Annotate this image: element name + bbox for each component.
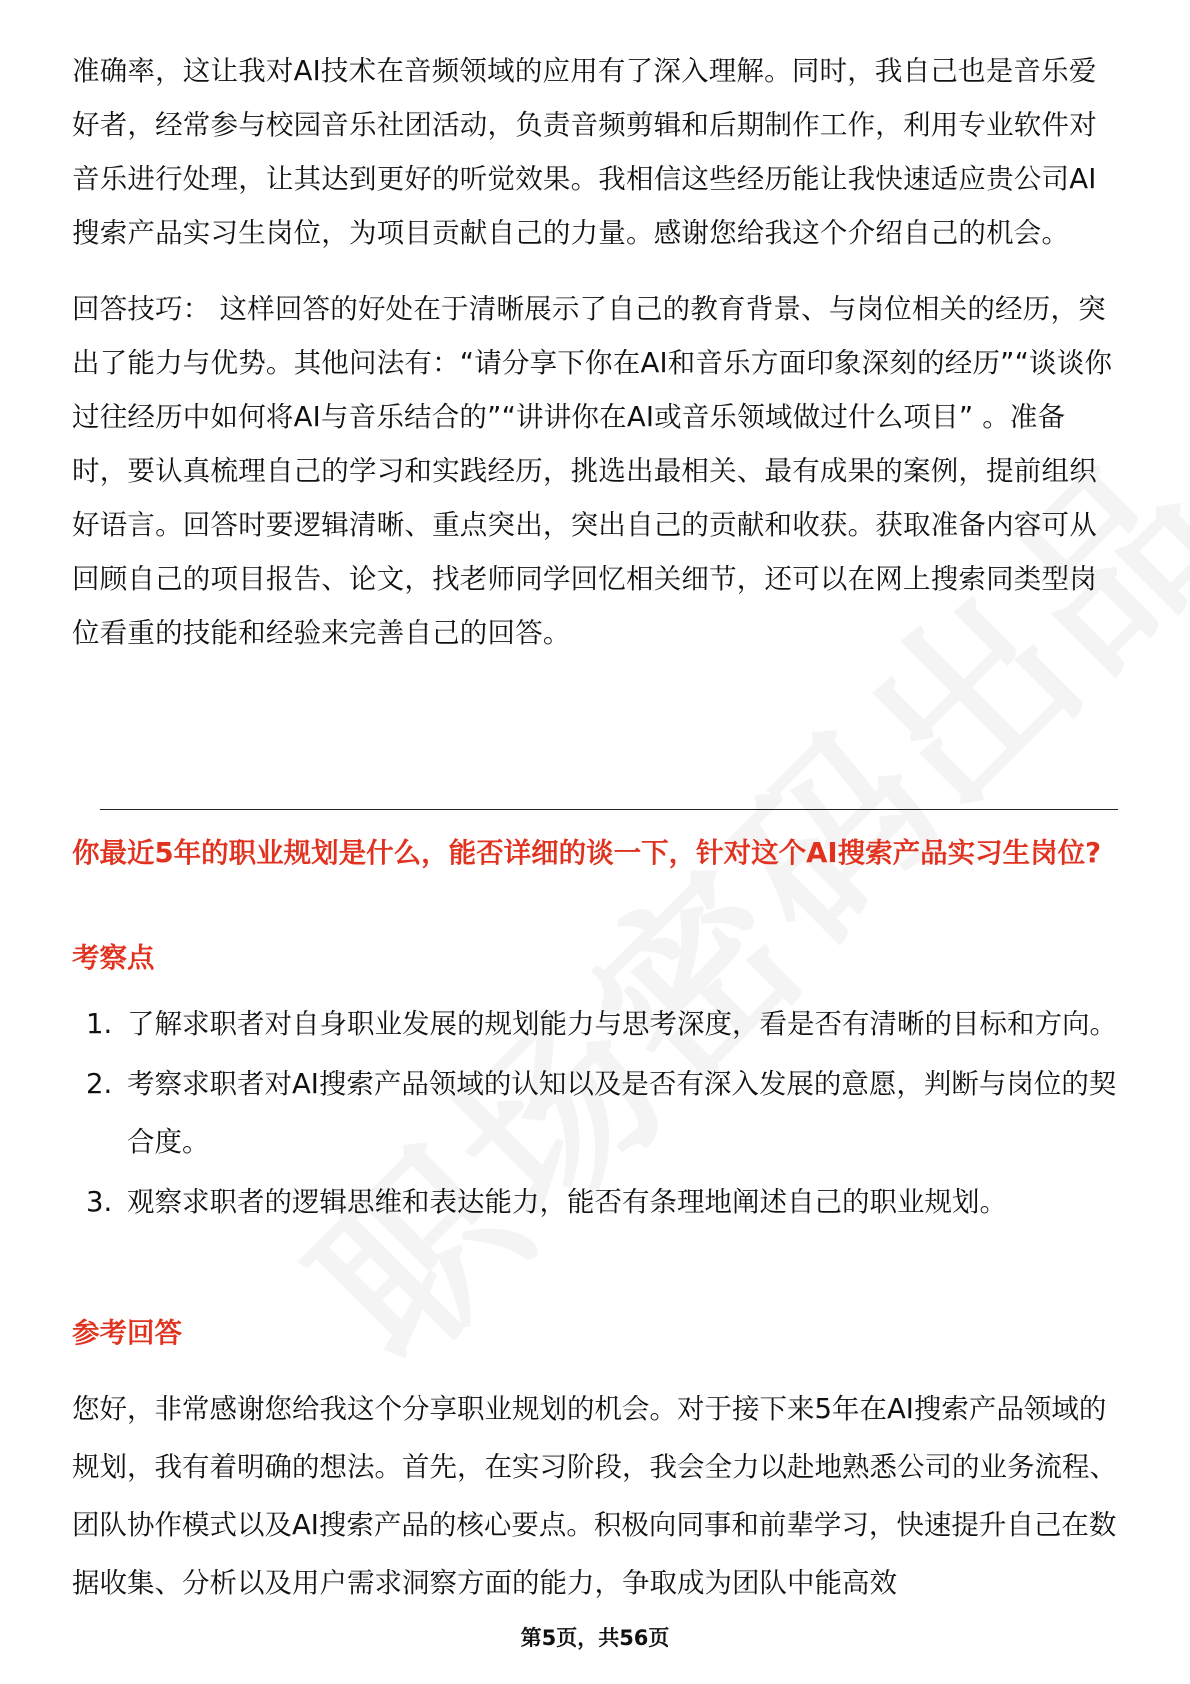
list-item-text: 了解求职者对自身职业发展的规划能力与思考深度，看是否有清晰的目标和方向。 (127, 1008, 1117, 1040)
list-item-number: 2. (86, 1068, 113, 1100)
answer-tips-paragraph: 回答技巧： 这样回答的好处在于清晰展示了自己的教育背景、与岗位相关的经历，突出了能力与优势。其他问法有：“请分享下你在AI和音乐方面印象深刻的经历”“谈谈你过往经历中如何将AI与音乐结合的”“讲讲你在AI或音乐领域做过什么项目” 。准备时，要认真梳理自己的学习和实践经历，挑选出最相关、最有成果的案例，提前组织好语言。回答时要逻辑清晰、重点突出，突出自己的贡献和收获。获取准备内容可从回顾自己的项目报告、论文，找老师同学回忆相关细节，还可以在网上搜索同类型岗位看重的技能和经验来完善自己的回答。 (72, 293, 1113, 649)
reference-answer-paragraph: 您好，非常感谢您给我这个分享职业规划的机会。对于接下来5年在AI搜索产品领域的规划，我有着明确的想法。首先，在实习阶段，我会全力以赴地熟悉公司的业务流程、团队协作模式以及AI搜索产品的核心要点。积极向同事和前辈学习，快速提升自己在数据收集、分析以及用户需求洞察方面的能力，争取成为团队中能高效 (72, 1393, 1117, 1599)
intro-continuation-paragraph: 准确率，这让我对AI技术在音频领域的应用有了深入理解。同时，我自己也是音乐爱好者，经常参与校园音乐社团活动，负责音频剪辑和后期制作工作，利用专业软件对音乐进行处理，让其达到更好的听觉效果。我相信这些经历能让我快速适应贵公司AI搜索产品实习生岗位，为项目贡献自己的力量。感谢您给我这个介绍自己的机会。 (72, 55, 1097, 249)
section-divider (100, 809, 1118, 810)
assessment-list (72, 995, 1118, 1233)
page-body (72, 44, 1118, 660)
question-heading: 你最近5年的职业规划是什么，能否详细的谈一下，针对这个AI搜索产品实习生岗位? (72, 837, 1102, 869)
list-item (72, 1055, 1118, 1171)
list-item-number: 1. (86, 1008, 113, 1040)
assessment-heading: 考察点 (72, 942, 155, 974)
reference-answer-heading: 参考回答 (72, 1317, 182, 1349)
list-item (72, 995, 1118, 1053)
list-item-number: 3. (86, 1186, 113, 1218)
list-item-text: 考察求职者对AI搜索产品领域的认知以及是否有深入发展的意愿，判断与岗位的契合度。 (127, 1068, 1117, 1158)
page-number-footer: 第5页，共56页 (520, 1626, 670, 1650)
list-item (72, 1173, 1118, 1231)
list-item-text: 观察求职者的逻辑思维和表达能力，能否有条理地阐述自己的职业规划。 (127, 1186, 1007, 1218)
